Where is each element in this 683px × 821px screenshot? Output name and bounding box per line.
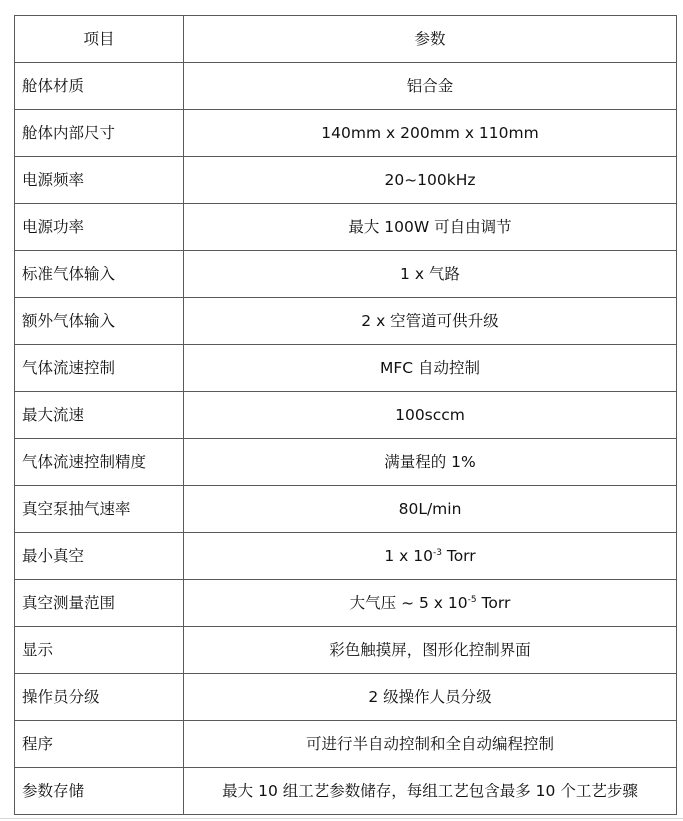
table-row	[15, 533, 677, 580]
row-value	[184, 533, 677, 580]
table-row	[15, 298, 677, 345]
exponent: -5	[467, 595, 477, 605]
row-param: 最大流速	[15, 392, 184, 439]
row-param: 电源功率	[15, 204, 184, 251]
row-value: 80L/min	[184, 486, 677, 533]
row-param: 气体流速控制	[15, 345, 184, 392]
spec-table	[14, 15, 677, 815]
table-row	[15, 345, 677, 392]
table-row	[15, 486, 677, 533]
page-divider	[0, 818, 683, 819]
value-text: 大气压 ~ 5 x 10	[349, 594, 468, 612]
row-value: 20~100kHz	[184, 157, 677, 204]
row-value: 2 级操作人员分级	[184, 674, 677, 721]
table-row	[15, 110, 677, 157]
row-param: 程序	[15, 721, 184, 768]
row-value: 最大 10 组工艺参数储存，每组工艺包含最多 10 个工艺步骤	[184, 768, 677, 815]
row-value: 满量程的 1%	[184, 439, 677, 486]
table-row	[15, 674, 677, 721]
value-unit: Torr	[476, 594, 511, 612]
row-value: 140mm x 200mm x 110mm	[184, 110, 677, 157]
row-value: 100sccm	[184, 392, 677, 439]
table-row	[15, 157, 677, 204]
table-row	[15, 251, 677, 298]
row-param: 舱体材质	[15, 63, 184, 110]
row-value: 最大 100W 可自由调节	[184, 204, 677, 251]
row-param: 电源频率	[15, 157, 184, 204]
row-value: 2 x 空管道可供升级	[184, 298, 677, 345]
table-header-row	[15, 16, 677, 63]
header-param: 项目	[15, 16, 184, 63]
row-param: 操作员分级	[15, 674, 184, 721]
table-row	[15, 627, 677, 674]
exponent: -3	[432, 548, 442, 558]
value-text: 1 x 10	[384, 547, 433, 565]
row-param: 舱体内部尺寸	[15, 110, 184, 157]
row-param: 参数存储	[15, 768, 184, 815]
row-value: 可进行半自动控制和全自动编程控制	[184, 721, 677, 768]
table-row	[15, 768, 677, 815]
row-value: 铝合金	[184, 63, 677, 110]
row-param: 标准气体输入	[15, 251, 184, 298]
row-param: 气体流速控制精度	[15, 439, 184, 486]
row-value: 彩色触摸屏，图形化控制界面	[184, 627, 677, 674]
row-param: 真空泵抽气速率	[15, 486, 184, 533]
row-value	[184, 580, 677, 627]
row-param: 显示	[15, 627, 184, 674]
table-row	[15, 392, 677, 439]
table-row	[15, 580, 677, 627]
row-param: 真空测量范围	[15, 580, 184, 627]
value-unit: Torr	[441, 547, 476, 565]
header-value: 参数	[184, 16, 677, 63]
table-row	[15, 204, 677, 251]
table-row	[15, 439, 677, 486]
row-param: 最小真空	[15, 533, 184, 580]
table-row	[15, 63, 677, 110]
row-param: 额外气体输入	[15, 298, 184, 345]
table-row	[15, 721, 677, 768]
row-value: MFC 自动控制	[184, 345, 677, 392]
row-value: 1 x 气路	[184, 251, 677, 298]
